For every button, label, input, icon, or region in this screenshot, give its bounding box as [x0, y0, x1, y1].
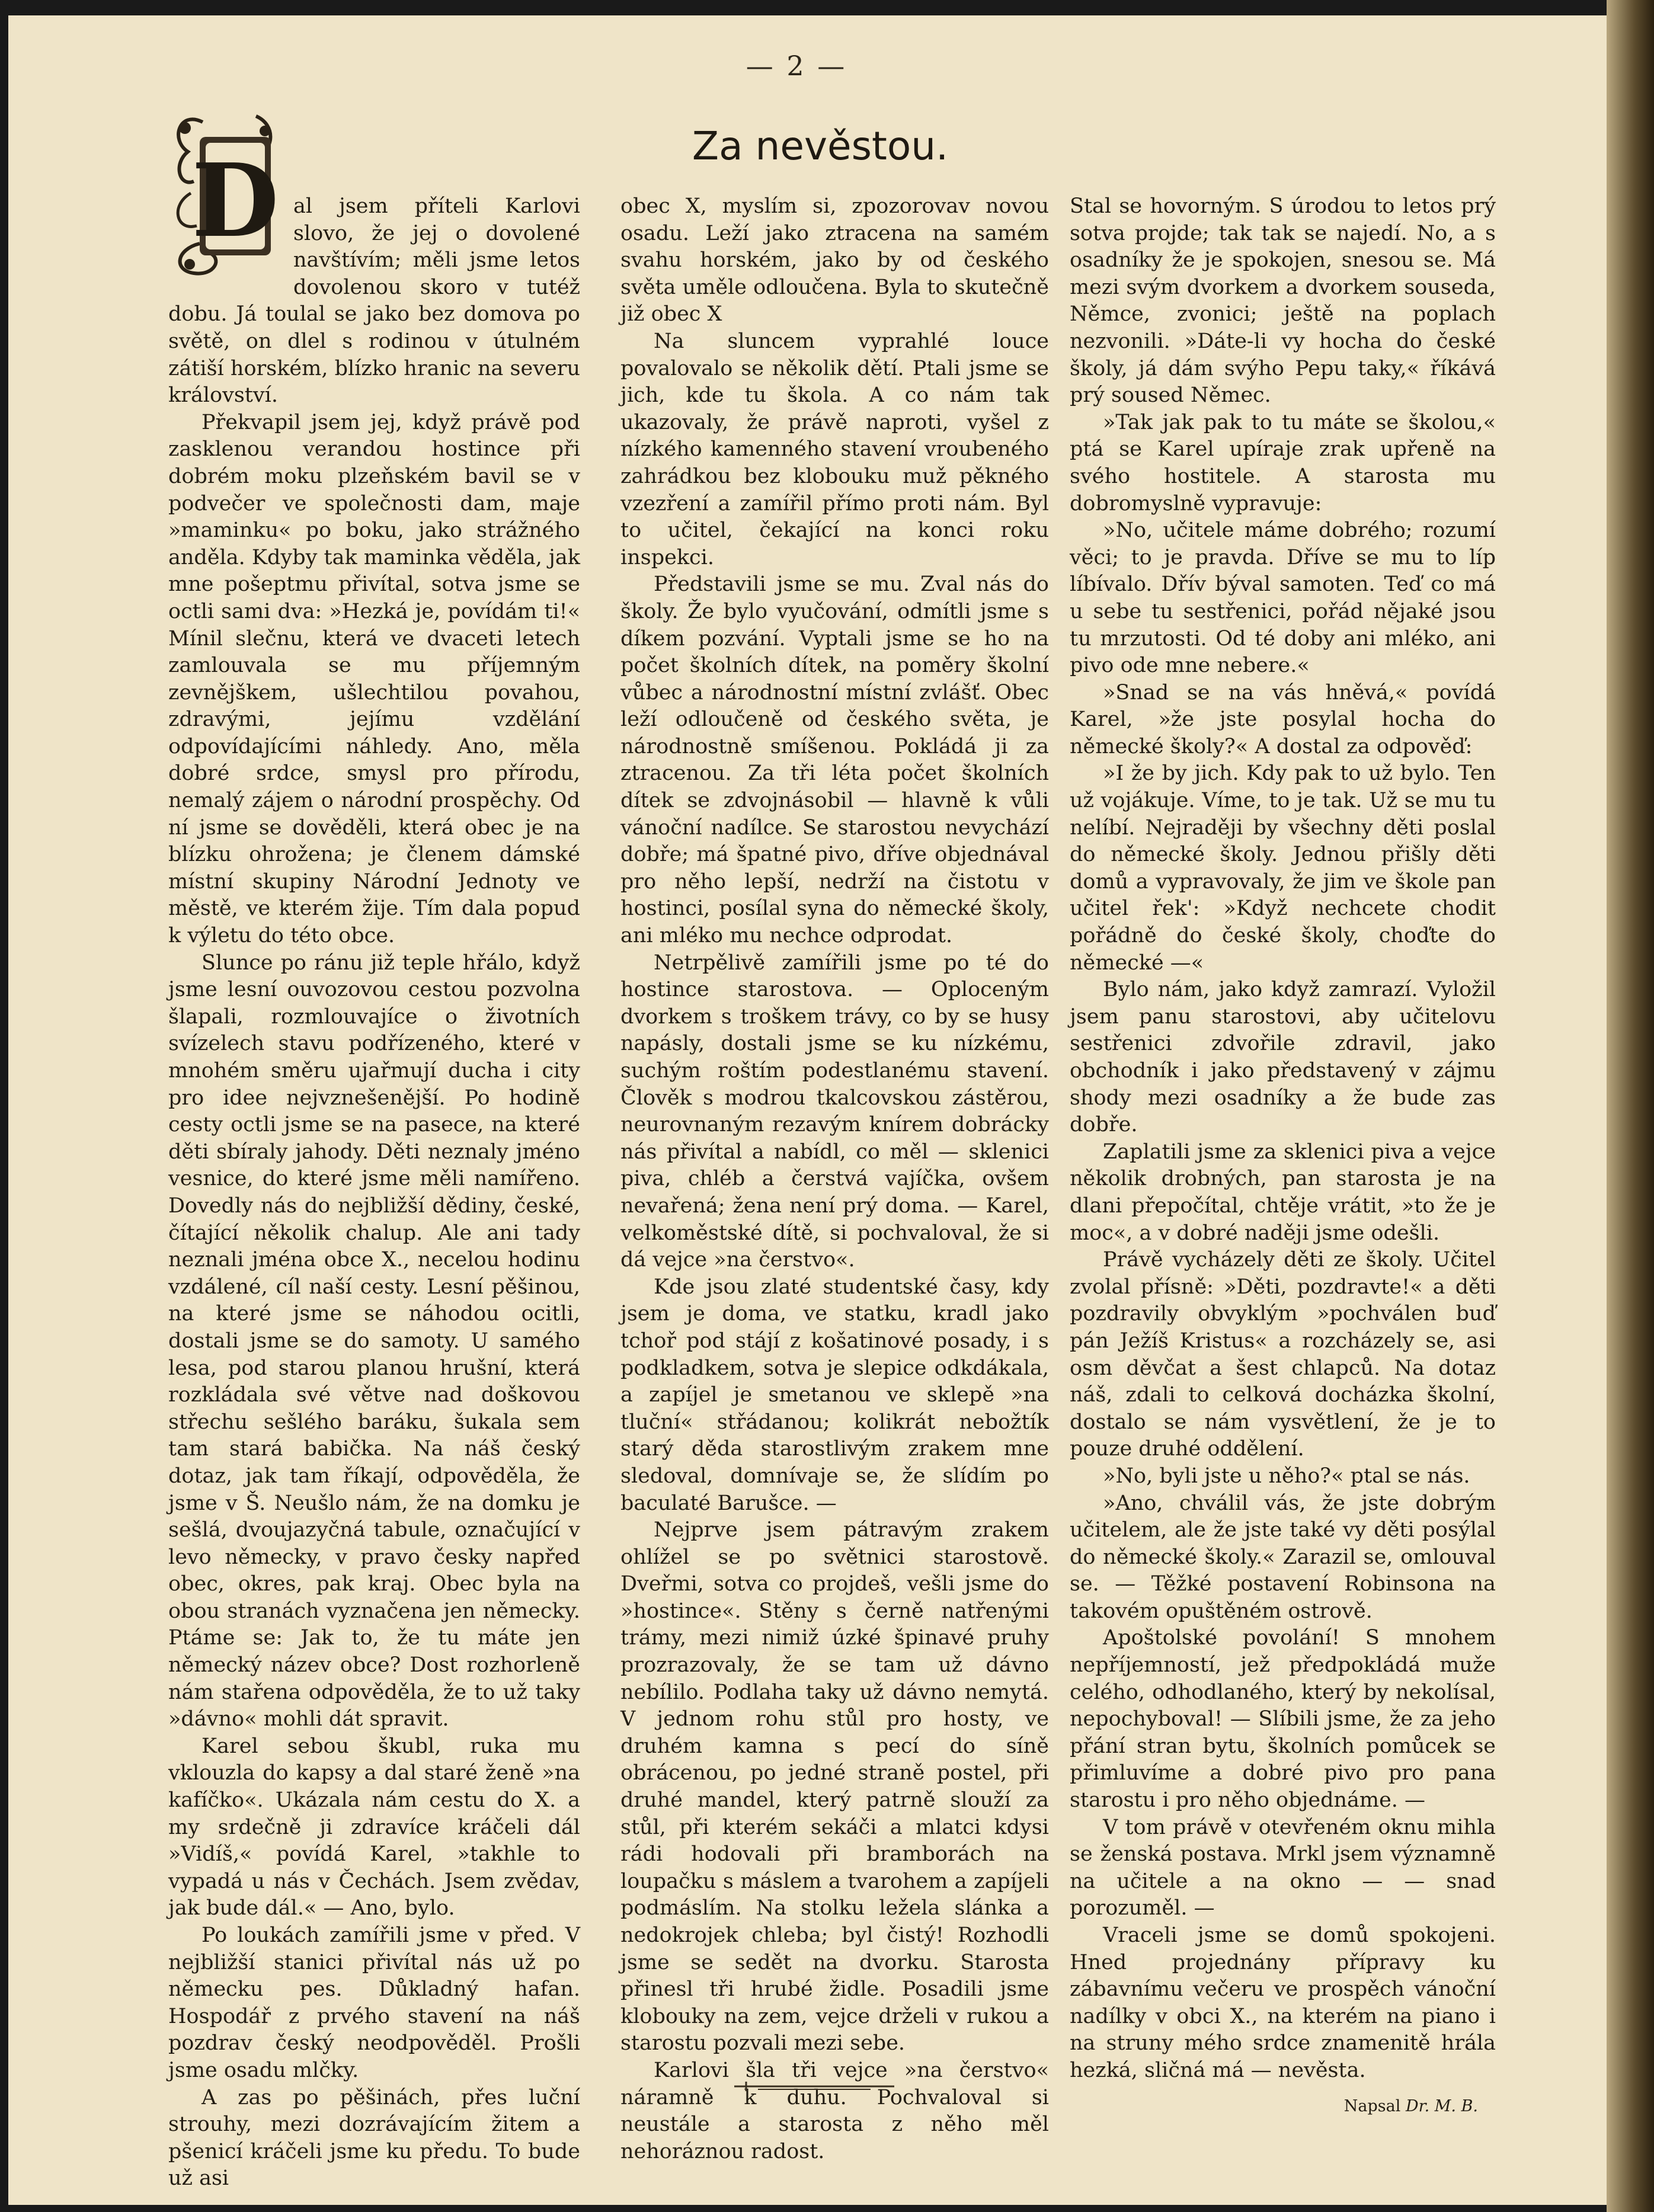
column-3	[1070, 193, 1496, 2115]
paragraph: Karlovi šla tři vejce »na čerstvo« náramně k duhu. Pochvaloval si neustále a starosta z něho měl nehoráznou radost.	[620, 2058, 1049, 2163]
paragraph: »No, byli jste u něho?« ptal se nás.	[1103, 1464, 1470, 1488]
paragraph: obec X, myslím si, zpozorovav novou osadu. Leží jako ztracena na samém svahu horském, jako by od českého světa uměle odloučena. Byla to skutečně již obec X	[620, 194, 1049, 326]
end-ornament-rule	[734, 2079, 894, 2093]
paragraph: Překvapil jsem jej, když právě pod zasklenou verandou hostince při dobrém moku plzeňském bavil se v podvečer ve společnosti dam, maje »maminku« po boku, jako strážného anděla. Kdyby tak maminka věděla, jak mne pošeptmu přivítal, sotva jsme se octli sami dva: »Hezká je, povídám ti!« Mínil slečnu, která ve dvaceti letech zamlouvala se mu příjemným zevnějškem, ušlechtilou povahou, zdravými, jejímu vzdělání odpovídajícími náhledy. Ano, měla dobré srdce, smysl pro přírodu, nemalý zájem o národní prospěchy. Od ní jsme se dověděli, která obec je na blízku ohrožena; je členem dámské místní skupiny Národní Jednoty ve městě, ve kterém žije. Tím dala popud k výletu do této obce.	[168, 410, 580, 948]
signature-author: Dr. M. B.	[1406, 2096, 1478, 2115]
paragraph: Bylo nám, jako když zamrazí. Vyložil jsem panu starostovi, aby učitelovu sestřenici zdvořile zdravil, jako obchodník i jako představený v zájmu shody mezi osadníky a že bude zas dobře.	[1070, 978, 1496, 1137]
paragraph: al jsem příteli Karlovi slovo, že jej o dovolené navštívím; měli jsme letos dovolenou skoro v tutéž dobu. Já toulal se jako bez domova po světě, on dlel s rodinou v útulném zátiší horském, blízko hranic na severu království.	[168, 194, 580, 408]
paragraph: »I že by jich. Kdy pak to už bylo. Ten už vojákuje. Víme, to je tak. Už se mu tu nelíbí. Nejraději by všechny děti poslal do německé školy. Jednou přišly děti domů a vypravovaly, že jim ve škole pan učitel řek': »Když nechcete chodit pořádně do české školy, choďte do německé —«	[1070, 761, 1496, 975]
page-number: — 2 —	[746, 50, 847, 82]
paragraph: »Snad se na vás hněvá,« povídá Karel, »že jste posylal hocha do německé školy?« A dostal za odpověď:	[1070, 680, 1496, 758]
drop-cap-letter: D	[191, 142, 279, 260]
paragraph: »Ano, chválil vás, že jste dobrým učitelem, ale že jste také vy děti posýlal do německé školy.« Zarazil se, omlouval se. — Těžké postavení Robinsona na takovém opuštěném ostrově.	[1070, 1491, 1496, 1623]
paragraph: Slunce po ránu již teple hřálo, když jsme lesní ouvozovou cestou pozvolna šlapali, rozmlouvajíce o životních svízelech stavu podřízeného, které v mnohém směru ujařmují ducha i city pro idee nejvznešenější. Po hodině cesty octli jsme se na pasece, na které děti sbíraly jahody. Děti neznaly jméno vesnice, do které jsme měli namířeno. Dovedly nás do nejbližší dědiny, české, čítající několik chalup. Ale ani tady neznali jména obce X., necelou hodinu vzdálené, cíl naší cesty. Lesní pěšinou, na které jsme se náhodou ocitli, dostali jsme se do samoty. U samého lesa, pod starou planou hrušní, která rozkládala své větve nad doškovou střechu sešlého baráku, šukala sem tam stará babička. Na náš český dotaz, jak tam říkají, odpověděla, že jsme v Š. Neušlo nám, že na domku je sešlá, dvoujazyčná tabule, označující v levo německy, v pravo česky napřed obec, okres, pak kraj. Obec byla na obou stranách vyznačena jen německy. Ptáme se: Jak to, že tu máte jen německý název obce? Dost rozhorleně nám stařena odpověděla, že to už taky »dávno« mohli dát spravit.	[168, 950, 580, 1731]
paragraph: V tom právě v otevřeném oknu mihla se ženská postava. Mrkl jsem významně na učitele a na okno — — snad porozuměl. —	[1070, 1815, 1496, 1920]
article-title: Za nevěstou.	[692, 123, 949, 169]
column-1	[168, 142, 580, 2191]
column-2	[620, 193, 1049, 2163]
paragraph: Po loukách zamířili jsme v před. V nejbližší stanici přivítal nás už po německu pes. Důkladný hafan. Hospodář z prvého stavení na náš pozdrav český neodpověděl. Prošli jsme osadu mlčky.	[168, 1923, 580, 2082]
paragraph: Zaplatili jsme za sklenici piva a vejce několik drobných, pan starosta je na dlani přepočítal, chtěje vrátit, »to že je moc«, a v dobré naději jsme odešli.	[1070, 1139, 1496, 1245]
paragraph: A zas po pěšinách, přes luční strouhy, mezi dozrávajícím žitem a pšenicí kráčeli jsme ku předu. To bude už asi	[168, 2085, 580, 2191]
paragraph: Na sluncem vyprahlé louce povalovalo se několik dětí. Ptali jsme se jich, kde tu škola. A co nám tak ukazovaly, že právě naproti, vyšel z nízkého kamenného stavení vroubeného zahrádkou bez klobouku muž pěkného vzezření a zamířil přímo proti nám. Byl to učitel, čekající na konci roku inspekci.	[620, 329, 1049, 569]
paragraph: »Tak jak pak to tu máte se školou,« ptá se Karel upíraje zrak upřeně na svého hostitele. A starosta mu dobromyslně vypravuje:	[1070, 410, 1496, 516]
page-edge-shadow	[1607, 0, 1654, 2212]
paragraph: Apoštolské povolání! S mnohem nepříjemností, jež předpokládá muže celého, odhodlaného, který by nekolísal, nepochyboval! — Slíbili jsme, že za jeho přání stran bytu, školních pomůcek se přimluvíme a dobré pivo pro pana starostu i pro něho objednáme. —	[1070, 1626, 1496, 1813]
paragraph: Stal se hovorným. S úrodou to letos prý sotva projde; tak tak se najedí. No, a s osadníky že je spokojen, snesou se. Má mezi svým dvorkem a dvorkem souseda, Němce, zvonici; ještě na poplach nezvonili. »Dáte-li vy hocha do české školy, já dám svýho Pepu taky,« říkává prý soused Němec.	[1070, 194, 1496, 408]
paragraph: Představili jsme se mu. Zval nás do školy. Že bylo vyučování, odmítli jsme s díkem pozvání. Vyptali jsme se ho na počet školních dítek, na poměry školní vůbec a národnostní místní zvlášť. Obec leží odloučeně od českého světa, je národnostně smíšenou. Pokládá ji za ztracenou. Za tři léta počet školních dítek se zdvojnásobil — hlavně k vůli vánoční nadílce. Se starostou nevychází dobře; má špatné pivo, dříve objednával pro něho lepší, nedrží na čistotu v hostinci, posílal syna do německé školy, ani mléko mu nechce odprodat.	[620, 572, 1049, 948]
paragraph: Karel sebou škubl, ruka mu vklouzla do kapsy a dal staré ženě »na kafíčko«. Ukázala nám cestu do X. a my srdečně ji zdravíce kráčeli dál »Vidíš,« povídá Karel, »takhle to vypadá u nás v Čechách. Jsem zvědav, jak bude dál.« — Ano, bylo.	[168, 1734, 580, 1920]
newspaper-page	[8, 15, 1608, 2205]
paragraph: »No, učitele máme dobrého; rozumí věci; to je pravda. Dříve se mu to líp líbívalo. Dřív býval samoten. Teď co má u sebe tu sestřenici, pořád nějaké jsou tu mrzutosti. Od té doby ani mléko, ani pivo ode mne nebere.«	[1070, 518, 1496, 678]
author-signature	[1070, 2093, 1496, 2120]
paragraph: Právě vycházely děti ze školy. Učitel zvolal přísně: »Děti, pozdravte!« a děti pozdravily obvyklým »pochválen buď pán Ježíš Kristus« a rozcházely se, asi osm děvčat a šest chlapců. Na dotaz náš, zdali to celková docházka školní, dostalo se nám vysvětlení, že je to pouze druhé oddělení.	[1070, 1248, 1496, 1461]
paragraph: Vraceli jsme se domů spokojeni. Hned projednány přípravy ku zábavnímu večeru ve prospěch vánoční nadílky v obci X., na kterém na piano i na struny mého srdce znamenitě hrála hezká, sličná má — nevěsta.	[1070, 1923, 1496, 2082]
paragraph: Netrpělivě zamířili jsme po té do hostince starostova. — Oploceným dvorkem s troškem trávy, co by se husy napásly, dostali jsme se ku nízkému, suchým roštím podestlanému stavení. Člověk s modrou tkalcovskou zástěrou, neurovnaným rezavým knírem dobrácky nás přivítal a nabídl, co měl — sklenici piva, chléb a čerstvá vajíčka, ovšem nevařená; žena není prý doma. — Karel, velkoměstské dítě, si pochvaloval, že si dá vejce »na čerstvo«.	[620, 950, 1049, 1272]
paragraph: Kde jsou zlaté studentské časy, kdy jsem je doma, ve statku, kradl jako tchoř pod stájí z košatinové posady, i s podkladkem, sotva je slepice odkdákala, a zapíjel je smetanou ve sklepě »na tluční« střádanou; kolikrát nebožtík starý děda starostlivým zrakem mne sledoval, domnívaje se, že slídím po baculaté Barušce. —	[620, 1275, 1049, 1515]
ornamental-drop-cap	[167, 104, 283, 276]
paragraph: Nejprve jsem pátravým zrakem ohlížel se po světnici starostově. Dveřmi, sotva co projdeš, vešli jsme do »hostince«. Stěny s černě natřenými trámy, mezi nimiž úzké špinavé pruhy prozrazovaly, že se tam už dávno nebílilo. Podlaha taky už dávno nemytá. V jednom rohu stůl pro hosty, ve druhém kamna s pecí do síně obrácenou, po jedné straně postel, při druhé mandel, který patrně slouží za stůl, při kterém sekáči a mlatci kdysi rádi hodovali při bramborách na loupačku s máslem a tvarohem a zapíjeli podmáslím. Na stolku ležela slánka a nedokrojek chleba; byl čistý! Rozhodli jsme se sedět na dvorku. Starosta přinesl tři hrubé židle. Posadili jsme klobouky na zem, vejce drželi v rukou a starostu pozvali mezi sebe.	[620, 1518, 1049, 2056]
signature-prefix: Napsal	[1343, 2096, 1401, 2115]
